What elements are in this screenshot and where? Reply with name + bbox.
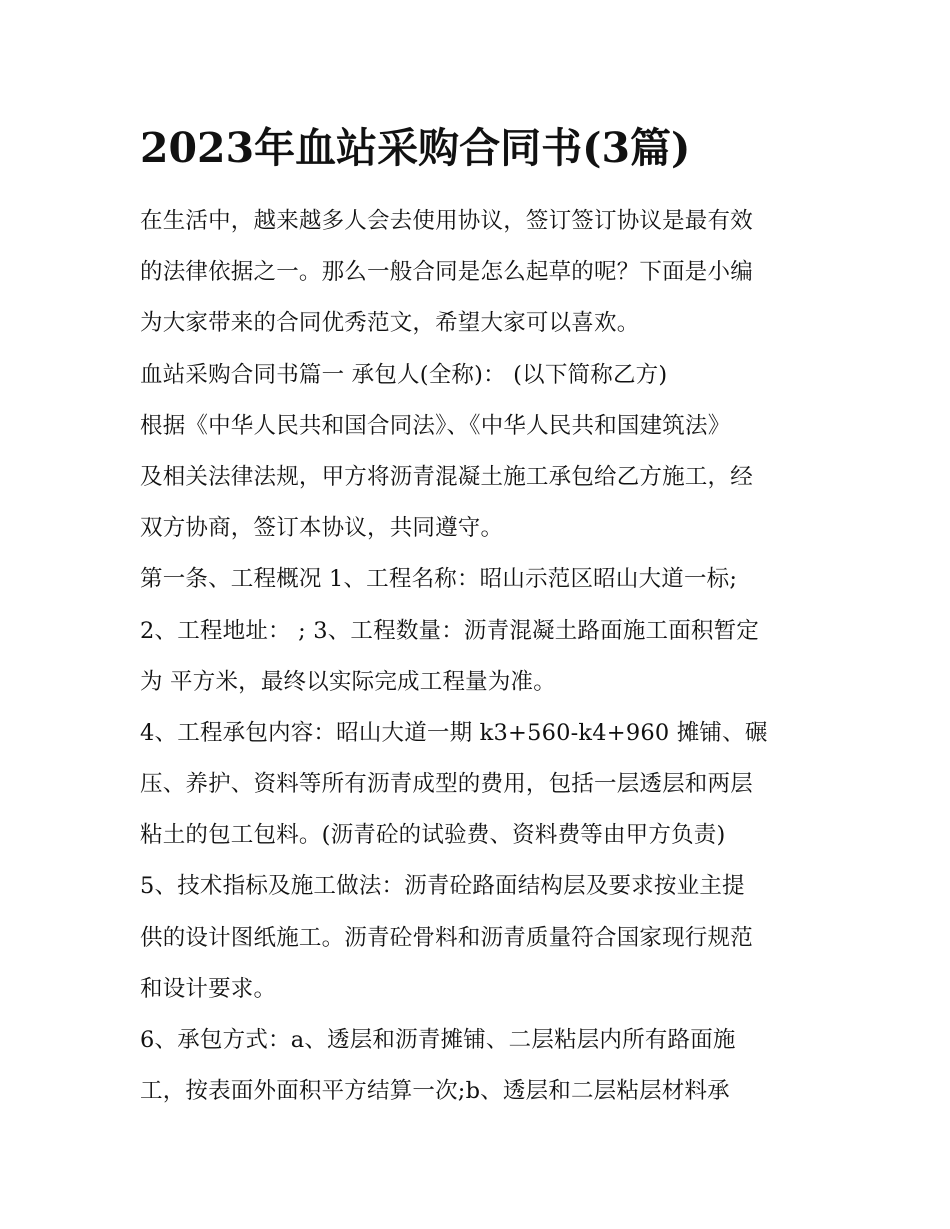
- body-line: 4、工程承包内容：昭山大道一期 k3+560-k4+960 摊铺、碾: [140, 719, 768, 746]
- body-line: 的法律依据之一。那么一般合同是怎么起草的呢？下面是小编: [140, 259, 753, 286]
- body-line: 根据《中华人民共和国合同法》、《中华人民共和国建筑法》: [140, 412, 731, 439]
- body-line: 压、养护、资料等所有沥青成型的费用，包括一层透层和两层: [140, 771, 753, 798]
- body-line: 5、技术指标及施工做法：沥青砼路面结构层及要求按业主提: [140, 873, 745, 900]
- body-line: 供的设计图纸施工。沥青砼骨料和沥青质量符合国家现行规范: [140, 924, 753, 951]
- body-line: 2、工程地址： ; 3、工程数量：沥青混凝土路面施工面积暂定: [140, 617, 760, 644]
- body-line: 在生活中，越来越多人会去使用协议，签订签订协议是最有效: [140, 208, 753, 234]
- body-line: 粘土的包工包料。(沥青砼的试验费、资料费等由甲方负责): [140, 822, 726, 849]
- body-line: 血站采购合同书篇一 承包人(全称)： (以下简称乙方): [140, 361, 668, 388]
- body-line: 双方协商，签订本协议，共同遵守。: [140, 515, 504, 542]
- body-line: 第一条、工程概况 1、工程名称：昭山示范区昭山大道一标;: [140, 566, 738, 593]
- document-title: 2023年血站采购合同书(3篇): [140, 124, 691, 172]
- body-line: 为大家带来的合同优秀范文，希望大家可以喜欢。: [140, 310, 640, 337]
- body-line: 和设计要求。: [140, 975, 277, 1002]
- body-line: 工，按表面外面积平方结算一次;b、透层和二层粘层材料承: [140, 1078, 730, 1105]
- body-line: 6、承包方式：a、透层和沥青摊铺、二层粘层内所有路面施: [140, 1027, 736, 1053]
- body-line: 为 平方米，最终以实际完成工程量为准。: [140, 668, 556, 695]
- body-line: 及相关法律法规，甲方将沥青混凝土施工承包给乙方施工，经: [140, 463, 753, 490]
- document-body: [140, 196, 820, 1117]
